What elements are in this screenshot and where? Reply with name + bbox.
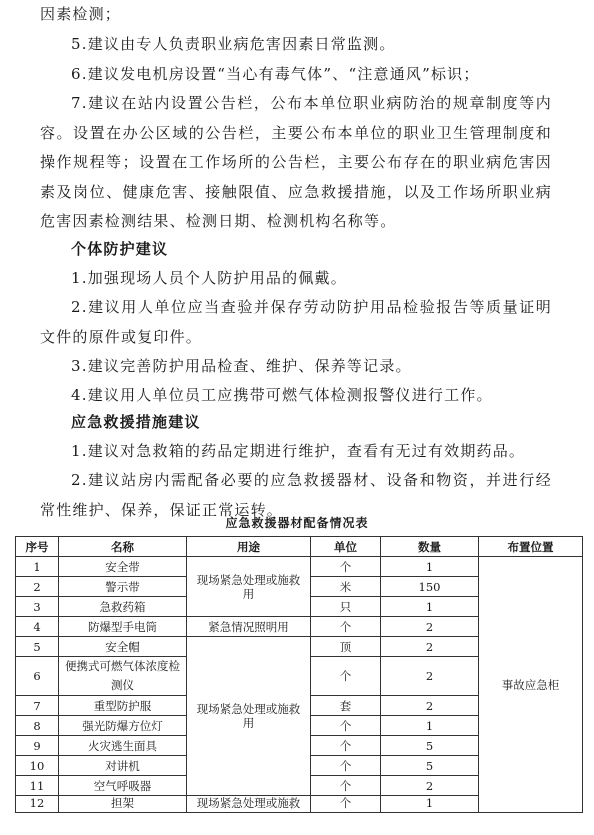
cell-unit: 个 [311, 716, 381, 736]
header-location: 布置位置 [479, 537, 583, 557]
cell-unit: 个 [311, 617, 381, 637]
cell-no: 7 [16, 696, 59, 716]
cell-use: 现场紧急处理或施救用 [187, 557, 311, 617]
cell-qty: 150 [381, 577, 479, 597]
cell-qty: 1 [381, 597, 479, 617]
cell-name: 防爆型手电筒 [59, 617, 187, 637]
equipment-table [15, 536, 583, 813]
cell-no: 12 [16, 796, 59, 813]
cell-unit: 只 [311, 597, 381, 617]
section-heading-emergency: 应急救援措施建议 [71, 413, 201, 431]
header-name: 名称 [59, 537, 187, 557]
paragraph-continued: 因素检测； [40, 5, 122, 23]
cell-qty: 5 [381, 756, 479, 776]
header-unit: 单位 [311, 537, 381, 557]
table-header-row [16, 537, 583, 557]
cell-name: 重型防护服 [59, 696, 187, 716]
cell-name: 火灾逃生面具 [59, 736, 187, 756]
cell-no: 10 [16, 756, 59, 776]
cell-unit: 个 [311, 657, 381, 696]
header-qty: 数量 [381, 537, 479, 557]
emergency-item-2: 2.建议站房内需配备必要的应急救援器材、设备和物资，并进行经常性维护、保养，保证正常运转。 [40, 471, 552, 519]
cell-location: 事故应急柜 [479, 557, 583, 813]
cell-no: 11 [16, 776, 59, 796]
cell-use: 现场紧急处理或施救 [187, 796, 311, 813]
cell-qty: 2 [381, 657, 479, 696]
cell-no: 6 [16, 657, 59, 696]
paragraph-item-6: 6.建议发电机房设置“当心有毒气体”、“注意通风”标识； [71, 65, 480, 83]
cell-qty: 1 [381, 716, 479, 736]
cell-unit: 套 [311, 696, 381, 716]
cell-name: 空气呼吸器 [59, 776, 187, 796]
paragraph-item-7: 7.建议在站内设置公告栏，公布本单位职业病防治的规章制度等内容。设置在办公区域的公告栏，主要公布本单位的职业卫生管理制度和操作规程等；设置在工作场所的公告栏，主要公布存在的职业病危害因素及岗位、健康危害、接触限值、应急救援措施，以及工作场所职业病危害因素检测结果、检测日期、检测机构名称等。 [40, 94, 552, 230]
cell-unit: 米 [311, 577, 381, 597]
cell-no: 3 [16, 597, 59, 617]
cell-unit: 个 [311, 776, 381, 796]
cell-qty: 1 [381, 796, 479, 813]
cell-qty: 2 [381, 617, 479, 637]
cell-name: 安全带 [59, 557, 187, 577]
cell-qty: 2 [381, 696, 479, 716]
cell-no: 8 [16, 716, 59, 736]
cell-unit: 个 [311, 557, 381, 577]
personal-item-3: 3.建议完善防护用品检查、维护、保养等记录。 [71, 357, 412, 375]
cell-unit: 顶 [311, 637, 381, 657]
cell-no: 9 [16, 736, 59, 756]
cell-unit: 个 [311, 736, 381, 756]
header-no: 序号 [16, 537, 59, 557]
cell-qty: 1 [381, 557, 479, 577]
cell-no: 2 [16, 577, 59, 597]
cell-unit: 个 [311, 756, 381, 776]
cell-qty: 5 [381, 736, 479, 756]
section-heading-personal: 个体防护建议 [71, 240, 169, 258]
cell-unit: 个 [311, 796, 381, 813]
cell-use: 现场紧急处理或施救用 [187, 637, 311, 796]
personal-item-1: 1.加强现场人员个人防护用品的佩戴。 [71, 269, 347, 287]
paragraph-item-5: 5.建议由专人负责职业病危害因素日常监测。 [71, 35, 396, 53]
cell-name: 担架 [59, 796, 187, 813]
header-use: 用途 [187, 537, 311, 557]
cell-qty: 2 [381, 637, 479, 657]
personal-item-4: 4.建议用人单位员工应携带可燃气体检测报警仪进行工作。 [71, 386, 493, 404]
cell-name: 强光防爆方位灯 [59, 716, 187, 736]
personal-item-2: 2.建议用人单位应当查验并保存劳动防护用品检验报告等质量证明文件的原件或复印件。 [40, 298, 552, 346]
cell-name: 安全帽 [59, 637, 187, 657]
cell-use: 紧急情况照明用 [187, 617, 311, 637]
table-title: 应急救援器材配备情况表 [225, 516, 369, 530]
cell-name: 急救药箱 [59, 597, 187, 617]
cell-name: 便携式可燃气体浓度检测仪 [59, 657, 187, 696]
cell-name: 对讲机 [59, 756, 187, 776]
cell-name: 警示带 [59, 577, 187, 597]
cell-qty: 2 [381, 776, 479, 796]
cell-no: 5 [16, 637, 59, 657]
cell-no: 4 [16, 617, 59, 637]
table-row [16, 557, 583, 577]
cell-no: 1 [16, 557, 59, 577]
emergency-item-1: 1.建议对急救箱的药品定期进行维护，查看有无过有效期药品。 [71, 442, 526, 460]
